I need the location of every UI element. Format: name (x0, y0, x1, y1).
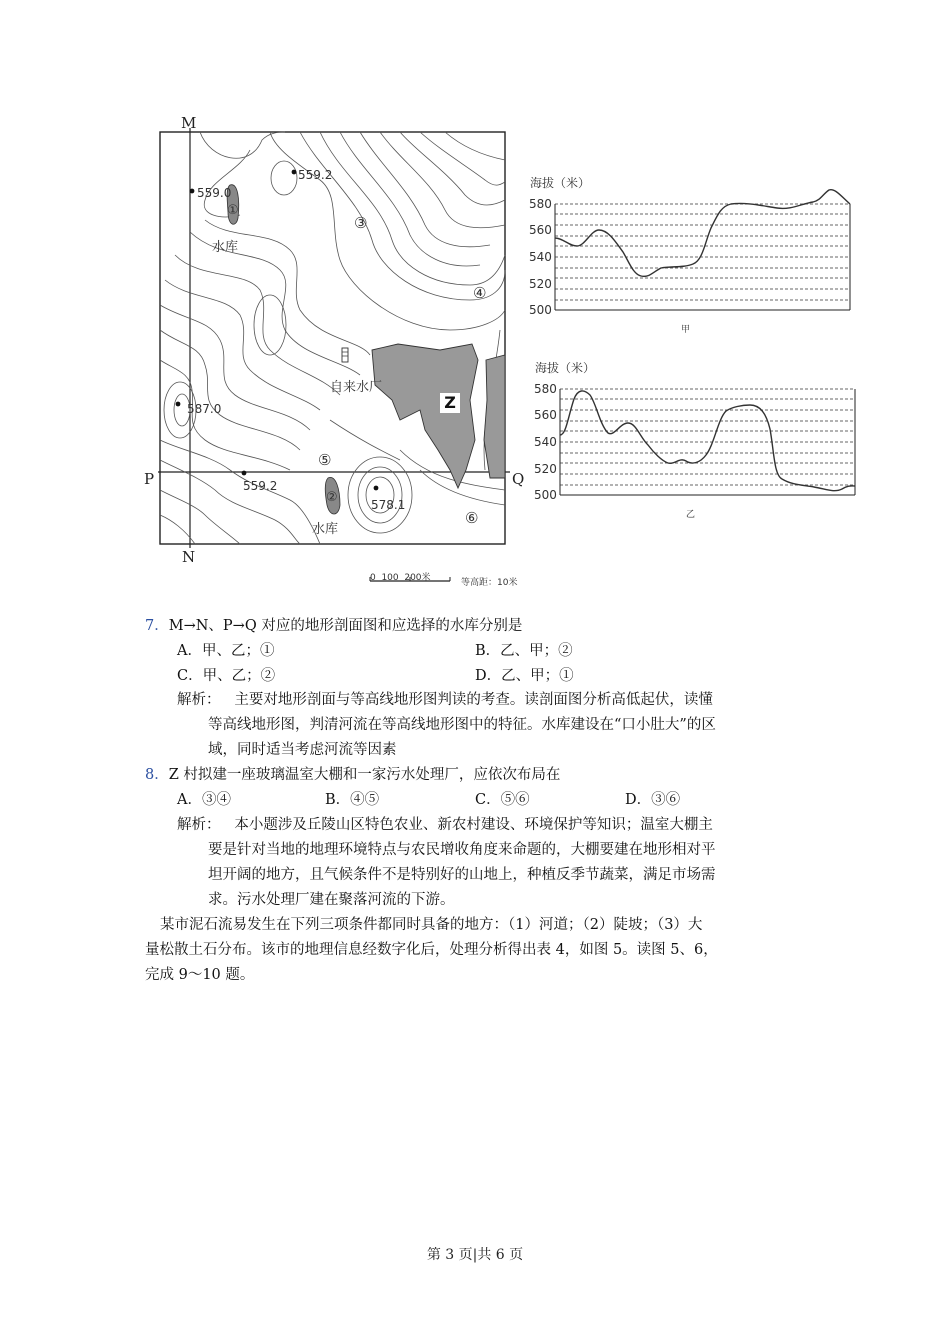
profile-yi-tick: 580 (534, 382, 557, 396)
question-text: Z 村拟建一座玻璃温室大棚和一家污水处理厂，应依次布局在 (168, 767, 561, 783)
profile-yi-caption: 乙 (686, 510, 696, 520)
analysis-line: 等高线地形图，判清河流在等高线地形图中的特征。水库建设在“口小肚大”的区 (208, 717, 716, 733)
scale-label: 0 100 200米 (370, 573, 431, 583)
profile-jia-ylabel: 海拔（米） (530, 176, 591, 190)
site-marker-3: ③ (354, 214, 368, 232)
option-c: C．甲、乙；② (177, 668, 276, 684)
option-c: C．⑤⑥ (475, 792, 530, 808)
elevation-label: 559.0 (197, 186, 232, 200)
intro-line: 完成 9～10 题。 (145, 967, 255, 983)
option-d: D．③⑥ (625, 792, 681, 808)
analysis-line: 解析： 本小题涉及丘陵山区特色农业、新农村建设、环境保护等知识；温室大棚主 (177, 817, 713, 833)
profile-jia-tick: 580 (529, 197, 552, 211)
analysis-line: 域，同时适当考虑河流等因素 (208, 742, 397, 758)
site-marker-4: ④ (473, 284, 487, 302)
profile-chart-yi (530, 355, 860, 525)
profile-jia-tick: 520 (529, 277, 552, 291)
option-b: B．④⑤ (325, 792, 380, 808)
profile-jia-tick: 560 (529, 223, 552, 237)
analysis-line: 要是针对当地的地理环境特点与农民增收角度来命题的，大棚要建在地形相对平 (208, 842, 716, 858)
option-a: A．甲、乙；① (177, 643, 275, 659)
elevation-label: 559.2 (298, 168, 333, 182)
village-z-label: Z (440, 393, 460, 413)
map-label-n: N (182, 548, 196, 566)
question-number: 7． (145, 618, 169, 634)
water-plant-label: 自来水厂 (330, 380, 383, 395)
site-marker-1: ① (227, 203, 239, 218)
site-marker-5: ⑤ (318, 451, 332, 469)
profile-yi-drawing (530, 355, 860, 525)
profile-jia-tick: 540 (529, 250, 552, 264)
contour-map-drawing (0, 0, 530, 600)
profile-chart-jia (525, 170, 855, 340)
elevation-label: 587.0 (187, 402, 222, 416)
intro-line: 量松散土石分布。该市的地理信息经数字化后，处理分析得出表 4，如图 5。读图 5、6， (145, 942, 718, 958)
option-a: A．③④ (177, 792, 231, 808)
question-text: M→N、P→Q 对应的地形剖面图和应选择的水库分别是 (168, 618, 523, 634)
reservoir-label: 水库 (212, 240, 239, 255)
question-8-stem (145, 763, 560, 788)
profile-yi-tick: 560 (534, 408, 557, 422)
elevation-label: 559.2 (243, 479, 278, 493)
profile-yi-ylabel: 海拔（米） (535, 361, 596, 375)
option-b: B．乙、甲；② (475, 643, 573, 659)
elevation-label: 578.1 (371, 498, 406, 512)
profile-yi-tick: 500 (534, 488, 557, 502)
map-label-p: P (144, 470, 155, 488)
profile-yi-tick: 540 (534, 435, 557, 449)
option-d: D．乙、甲；① (475, 668, 574, 684)
contour-map (0, 0, 530, 600)
site-marker-2: ② (326, 490, 338, 505)
question-number: 8． (145, 767, 169, 783)
profile-jia-tick: 500 (529, 303, 552, 317)
question-7-stem (145, 614, 522, 639)
page-footer: 第 3 页|共 6 页 (426, 1247, 524, 1263)
map-label-m: M (181, 114, 197, 132)
reservoir-label: 水库 (312, 522, 339, 537)
analysis-line: 求。污水处理厂建在聚落河流的下游。 (208, 892, 455, 908)
analysis-line: 解析： 主要对地形剖面与等高线地形图判读的考查。读剖面图分析高低起伏，读懂 (177, 692, 713, 708)
analysis-line: 坦开阔的地方，且气候条件不是特别好的山地上，种植反季节蔬菜，满足市场需 (208, 867, 716, 883)
contour-interval-label: 等高距：10米 (461, 578, 518, 588)
profile-jia-drawing (525, 170, 855, 340)
site-marker-6: ⑥ (465, 509, 479, 527)
map-label-q: Q (512, 470, 525, 488)
intro-line: 某市泥石流易发生在下列三项条件都同时具备的地方：（1）河道；（2）陡坡；（3）大 (160, 917, 703, 933)
profile-yi-tick: 520 (534, 462, 557, 476)
profile-jia-caption: 甲 (681, 325, 691, 335)
